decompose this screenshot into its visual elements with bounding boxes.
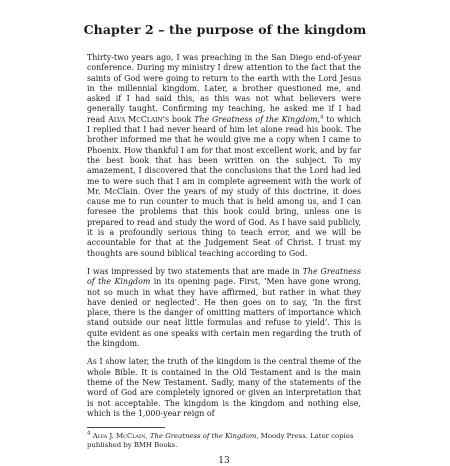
footnote-title: The Greatness of the Kingdom (149, 432, 257, 441)
footnote-author: Alva J. McClain (92, 432, 146, 441)
paragraph-1-text-b: to which I replied that I had never heard of him let alone read his book. The brother informed me that he would give me a copy when I came to Phoenix. How thankful I am for that most excellent work, and by far the best book that has been written on the subject. To my amazement, I discovered that the conclusions that the Lord had led me to were such that I am in complete agreement with the work of Mr. McClain. Over the years of my study of this doctrine, it does cause me to run counter to much that is held among us, and I can foresee the problems that this book could bring, unless one is prepared to read and study the word of God. As I have said publicly, it is a profoundly serious thing to teach error, and we will be accountable for that at the Judgement Seat of Christ. I trust my thoughts are sound biblical teaching according to God. (87, 114, 361, 258)
chapter-title: Chapter 2 – the purpose of the kingdom (83, 22, 367, 37)
footnote-marker: 4 (87, 430, 91, 437)
paragraph-3: As I show later, the truth of the kingdom is the central theme of the whole Bible. It is contained in the Old Testament and is the main theme of the New Testament. Sadly, many of the statements of the word of God are completely ignored or given an interpretation that is not acceptable. The kingdom is the kingdom and nothing else, which is the 1,000-year reign of (87, 357, 361, 418)
paragraph-2 (87, 267, 361, 349)
page-number: 13 (218, 456, 230, 466)
body-text (87, 53, 361, 466)
paragraph-2-text-a: I was impressed by two statements that are made in (87, 266, 303, 276)
book-title: The Greatness of the Kingdom, (194, 114, 320, 124)
paragraph-1-text-a: Thirty-two years ago, I was preaching in the San Diego end-of-year conference. During my ministry I drew attention to the fact that the saints of God were going to return to the earth with the Lord Jesus in the millennial kingdom. Later, a brother questioned me, and asked if I had said this, as this was not what believers were generally taught. Confirming my teaching, he asked me if I had read (87, 53, 361, 124)
book-title-2: The Greatness of the Kingdom (87, 266, 361, 287)
footnote-divider (87, 427, 165, 428)
author-name: Alva McClain's (108, 114, 170, 124)
paragraph-1-space: book (169, 114, 195, 124)
footnote-sep: , (145, 432, 150, 441)
footnote-ref: 4 (319, 114, 324, 121)
footnote-rest: , Moody Press. Later copies published by BMH Books. (87, 432, 354, 450)
footnote (87, 432, 361, 450)
paragraph-1 (87, 53, 361, 259)
paragraph-2-text-b: in its opening page. First, ‘Men have gone wrong, not so much in what they have affirmed, but rather in what they have denied or neglected’. He then goes on to say, ‘In the first place, there is the danger of omitting matters of importance which stand outside our neat little formulas and refuse to yield’. This is quite evident as one speaks with certain men regarding the truth of the kingdom. (87, 277, 362, 349)
